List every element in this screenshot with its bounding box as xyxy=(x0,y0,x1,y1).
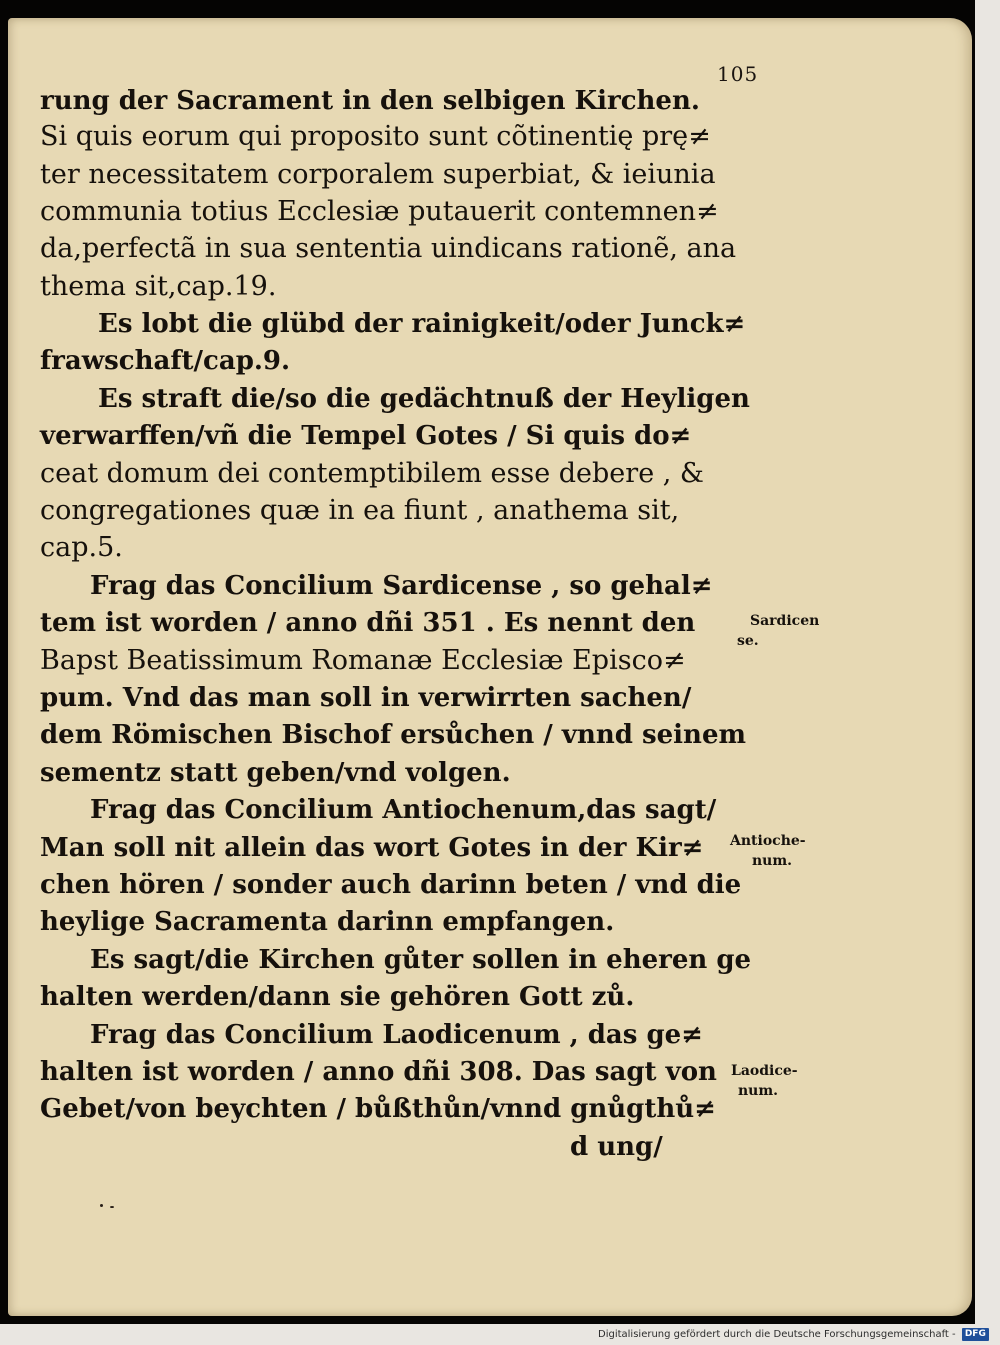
text-line: tem ist worden / anno dñi 351 . Es nennt den xyxy=(40,608,696,638)
text-line: Man soll nit allein das wort Gotes in der Kir≠ xyxy=(40,833,704,863)
text-line: thema sit,cap.19. xyxy=(40,271,277,302)
margin-note: Laodice- xyxy=(731,1063,798,1079)
text-line: ceat domum dei contemptibilem esse debere , & xyxy=(40,458,704,489)
dfg-logo: DFG xyxy=(962,1328,989,1341)
catchword-line: d ung/ xyxy=(570,1132,663,1162)
text-line: cap.5. xyxy=(40,532,123,563)
margin-note: Sardicen xyxy=(750,613,820,629)
text-line: halten werden/dann sie gehören Gott zů. xyxy=(40,982,635,1012)
paper-speck xyxy=(100,1204,103,1207)
text-line: verwarffen/vñ die Tempel Gotes / Si quis do≠ xyxy=(40,421,692,451)
text-line: Es straft die/so die gedächtnuß der Heyligen xyxy=(98,384,750,414)
text-line: pum. Vnd das man soll in verwirrten sachen/ xyxy=(40,683,692,713)
credit-text: Digitalisierung gefördert durch die Deutsche Forschungsgemeinschaft - xyxy=(598,1329,956,1340)
text-line: sementz statt geben/vnd volgen. xyxy=(40,758,511,788)
margin-note: num. xyxy=(738,1083,779,1099)
text-line: ter necessitatem corporalem superbiat, & ieiunia xyxy=(40,159,716,190)
text-line: da,perfectã in sua sententia uindicans rationẽ, ana xyxy=(40,233,737,264)
text-line: Es lobt die glübd der rainigkeit/oder Junck≠ xyxy=(98,309,746,339)
text-line: halten ist worden / anno dñi 308. Das sagt von xyxy=(40,1057,717,1087)
text-line: congregationes quæ in ea fiunt , anathema sit, xyxy=(40,495,680,526)
text-line: Es sagt/die Kirchen gůter sollen in eheren ge xyxy=(90,945,752,975)
text-line: Frag das Concilium Laodicenum , das ge≠ xyxy=(90,1020,703,1050)
text-line: Gebet/von beychten / bůßthůn/vnnd gnůgthů≠ xyxy=(40,1094,716,1124)
text-line: Frag das Concilium Sardicense , so gehal≠ xyxy=(90,571,713,601)
text-line: dem Römischen Bischof ersůchen / vnnd seinem xyxy=(40,720,747,750)
digitization-credit xyxy=(598,1324,989,1345)
text-line: communia totius Ecclesiæ putauerit contemnen≠ xyxy=(40,196,719,227)
page-number: 105 xyxy=(717,62,759,86)
text-line: Si quis eorum qui proposito sunt cõtinentię prę≠ xyxy=(40,121,711,152)
margin-note: num. xyxy=(752,853,793,869)
text-line: chen hören / sonder auch darinn beten / vnd die xyxy=(40,870,742,900)
text-line: heylige Sacramenta darinn empfangen. xyxy=(40,907,615,937)
text-line: Frag das Concilium Antiochenum,das sagt/ xyxy=(90,795,717,825)
margin-note: Antioche- xyxy=(730,833,806,849)
margin-note: se. xyxy=(737,633,759,649)
text-line: frawschaft/cap.9. xyxy=(40,346,291,376)
text-line: Bapst Beatissimum Romanæ Ecclesiæ Episco≠ xyxy=(40,645,686,676)
text-line: rung der Sacrament in den selbigen Kirchen. xyxy=(40,86,700,116)
paper-speck xyxy=(110,1206,114,1208)
